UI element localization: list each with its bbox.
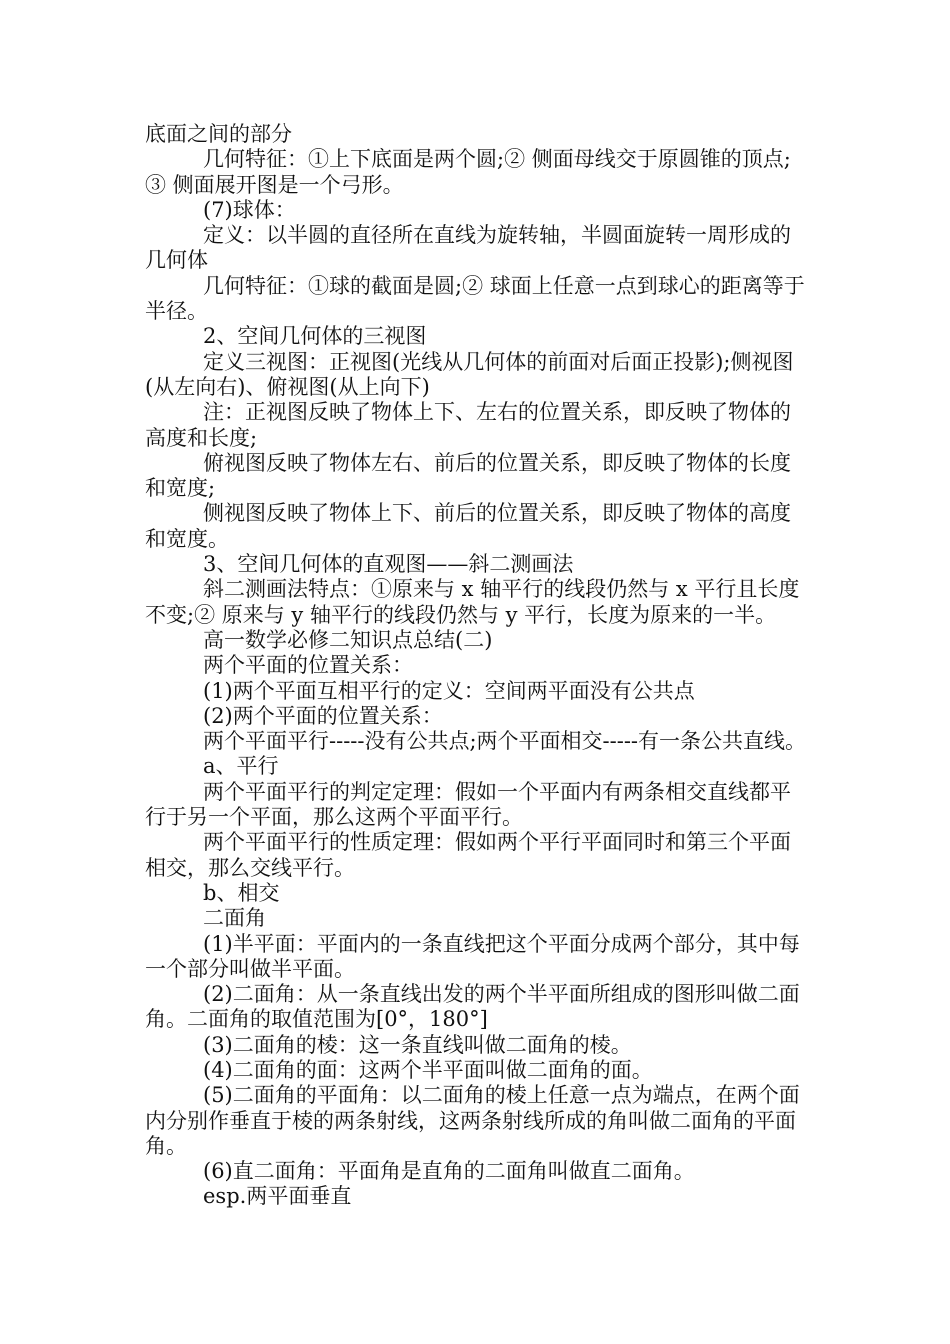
paragraph: (5)二面角的平面角：以二面角的棱上任意一点为端点，在两个面内分别作垂直于棱的两条射线，这两条射线所成的角叫做二面角的平面角。 <box>145 1083 800 1158</box>
paragraph: (7)球体： <box>203 197 296 222</box>
paragraph: (1)半平面：平面内的一条直线把这个平面分成两个部分，其中每一个部分叫做半平面。 <box>145 931 800 981</box>
paragraph: esp.两平面垂直 <box>203 1184 352 1209</box>
paragraph: 底面之间的部分 <box>145 122 292 146</box>
paragraph: 几何特征：①上下底面是两个圆;② 侧面母线交于原圆锥的顶点;③ 侧面展开图是一个弓形。 <box>145 147 791 197</box>
subsection-heading: b、相交 <box>203 880 280 905</box>
paragraph: 定义：以半圆的直径所在直线为旋转轴，半圆面旋转一周形成的几何体 <box>145 223 791 273</box>
subsection-heading: 二面角 <box>203 906 266 931</box>
document-body <box>145 122 810 1210</box>
paragraph: (4)二面角的面：这两个半平面叫做二面角的面。 <box>203 1057 653 1082</box>
paragraph: (2)两个平面的位置关系： <box>203 703 443 728</box>
paragraph: 两个平面的位置关系： <box>203 653 413 678</box>
paragraph: 两个平面平行的判定定理：假如一个平面内有两条相交直线都平行于另一个平面，那么这两个平面平行。 <box>145 779 791 830</box>
paragraph: 几何特征：①球的截面是圆;② 球面上任意一点到球心的距离等于半径。 <box>145 273 805 324</box>
paragraph: 斜二测画法特点：①原来与 x 轴平行的线段仍然与 x 平行且长度不变;② 原来与 y 轴平行的线段仍然与 y 平行，长度为原来的一半。 <box>145 577 800 627</box>
paragraph: 两个平面平行的性质定理：假如两个平行平面同时和第三个平面相交，那么交线平行。 <box>145 830 791 880</box>
paragraph: (1)两个平面互相平行的定义：空间两平面没有公共点 <box>203 678 695 703</box>
paragraph: (3)二面角的棱：这一条直线叫做二面角的棱。 <box>203 1032 632 1057</box>
paragraph: 侧视图反映了物体上下、前后的位置关系，即反映了物体的高度和宽度。 <box>145 501 791 551</box>
paragraph: 俯视图反映了物体左右、前后的位置关系，即反映了物体的长度和宽度; <box>145 450 791 501</box>
paragraph: (2)二面角：从一条直线出发的两个半平面所组成的图形叫做二面角。二面角的取值范围为[0°，180°] <box>145 982 800 1032</box>
paragraph: 注：正视图反映了物体上下、左右的位置关系，即反映了物体的高度和长度; <box>145 400 791 450</box>
section-heading: 3、空间几何体的直观图——斜二测画法 <box>203 552 574 577</box>
section-heading: 2、空间几何体的三视图 <box>203 324 427 349</box>
paragraph: 定义三视图：正视图(光线从几何体的前面对后面正投影);侧视图(从左向右)、俯视图(从上向下) <box>145 349 794 399</box>
paragraph: (6)直二面角：平面角是直角的二面角叫做直二面角。 <box>203 1159 695 1184</box>
paragraph: 两个平面平行-----没有公共点;两个平面相交-----有一条公共直线。 <box>203 729 807 754</box>
subsection-heading: a、平行 <box>203 754 279 779</box>
section-heading: 高一数学必修二知识点总结(二) <box>203 627 493 652</box>
